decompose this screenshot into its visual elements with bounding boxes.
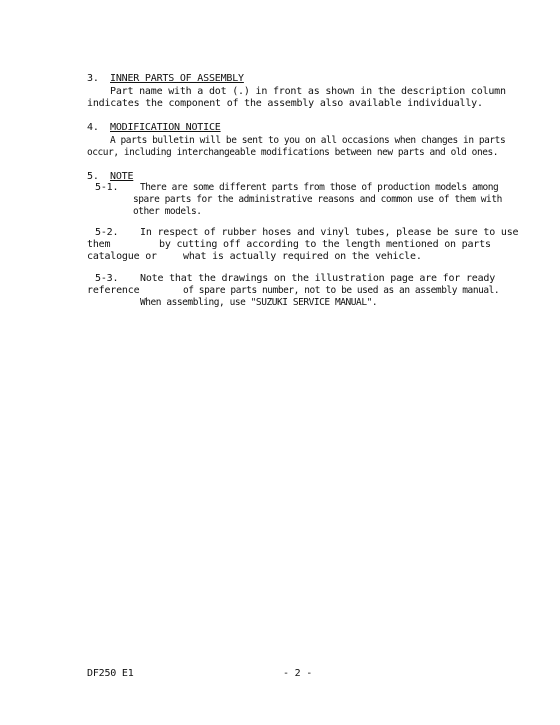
note-5-2-number: 5-2.: [95, 227, 119, 238]
section-5-number: 5.: [87, 171, 99, 182]
section-4-line-1: A parts bulletin will be sent to you on all occasions when changes in parts: [110, 135, 506, 146]
section-4-line-2: occur, including interchangeable modifications between new parts and old ones.: [87, 147, 499, 158]
note-5-3-line-2a: reference: [87, 285, 140, 296]
section-5-title: NOTE: [110, 171, 134, 182]
note-5-2-line-2b: by cutting off according to the length mentioned on parts: [159, 239, 491, 250]
note-5-2-line-2a: them: [87, 239, 111, 250]
section-3-line-2: indicates the component of the assembly also available individually.: [87, 98, 483, 109]
note-5-2-line-3b: what is actually required on the vehicle.: [183, 251, 422, 262]
note-5-1-line-2: spare parts for the administrative reasons and common use of them with: [133, 194, 502, 205]
note-5-1-number: 5-1.: [95, 182, 119, 193]
note-5-3-line-2b: of spare parts number, not to be used as an assembly manual.: [183, 285, 500, 296]
section-3-number: 3.: [87, 73, 99, 84]
note-5-1-line-1: There are some different parts from those of production models among: [140, 182, 499, 193]
section-4-title: MODIFICATION NOTICE: [110, 122, 221, 133]
note-5-2-line-3a: catalogue or: [87, 251, 157, 262]
note-5-2-line-1: In respect of rubber hoses and vinyl tubes, please be sure to use: [140, 227, 519, 238]
note-5-3-number: 5-3.: [95, 273, 119, 284]
section-3-title: INNER PARTS OF ASSEMBLY: [110, 73, 244, 84]
section-3-line-1: Part name with a dot (.) in front as shown in the description column: [110, 86, 506, 97]
footer-page-number: - 2 -: [283, 668, 313, 679]
note-5-1-line-3: other models.: [133, 206, 202, 217]
section-4-number: 4.: [87, 122, 99, 133]
note-5-3-line-1: Note that the drawings on the illustration page are for ready: [140, 273, 496, 284]
footer-model: DF250 E1: [87, 668, 134, 679]
note-5-3-line-3: When assembling, use "SUZUKI SERVICE MANUAL".: [140, 297, 378, 308]
